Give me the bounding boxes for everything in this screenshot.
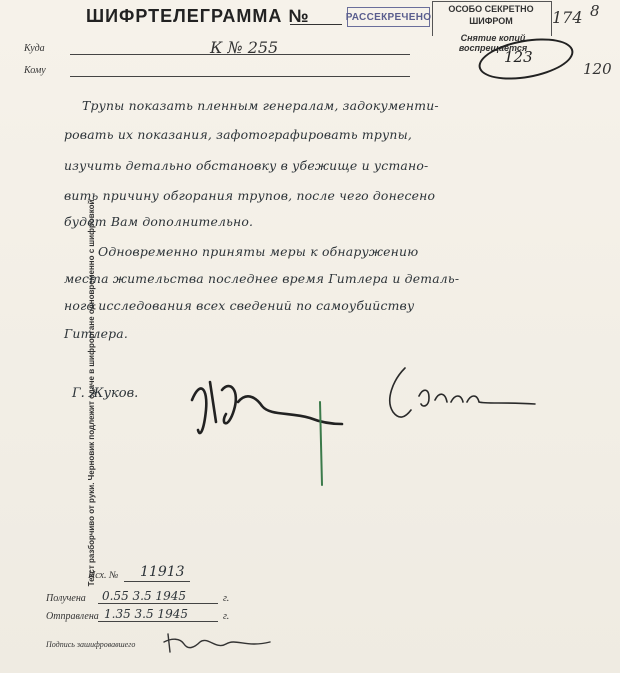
form-title: ШИФРТЕЛЕГРАММА № bbox=[86, 6, 310, 26]
declassified-stamp: РАССЕКРЕЧЕНО bbox=[347, 7, 430, 27]
body-line: места жительства последнее время Гитлера и деталь- bbox=[64, 271, 460, 286]
body-line: вить причину обгорания трупов, после чего донесено bbox=[64, 188, 436, 203]
received-label: Получена bbox=[46, 593, 86, 604]
isx-label: Исх. № bbox=[88, 570, 119, 581]
telegram-number-line bbox=[290, 24, 342, 25]
to-value: К № 255 bbox=[210, 38, 279, 57]
body-line: ровать их показания, зафотографировать трупы, bbox=[64, 127, 412, 142]
sent-year-suffix: г. bbox=[223, 611, 230, 622]
signer-name: Г. Жуков. bbox=[72, 386, 139, 401]
encoder-signature-label: Подпись зашифровавшего bbox=[46, 640, 136, 649]
isx-rule bbox=[124, 581, 190, 582]
whom-rule bbox=[70, 76, 410, 77]
reference-number: 123 bbox=[504, 48, 533, 66]
zhukov-signature bbox=[170, 360, 370, 495]
body-line: будет Вам дополнительно. bbox=[64, 214, 254, 229]
sent-rule bbox=[98, 621, 218, 622]
corner-note-b: 120 bbox=[583, 60, 612, 78]
corner-note-c: 8 bbox=[590, 2, 600, 20]
received-value: 0.55 3.5 1945 bbox=[102, 589, 186, 603]
secrecy-level: ОСОБО СЕКРЕТНО bbox=[448, 4, 534, 14]
sent-value: 1.35 3.5 1945 bbox=[104, 607, 188, 621]
received-rule bbox=[98, 603, 218, 604]
whom-label: Кому bbox=[24, 65, 46, 76]
body-line: Гитлера. bbox=[64, 326, 129, 341]
encoder-signature bbox=[160, 628, 280, 658]
body-line: Одновременно приняты меры к обнаружению bbox=[98, 244, 419, 259]
no-copy-note: Снятие копий воспрещается bbox=[458, 33, 528, 53]
body-line: Трупы показать пленным генералам, задокументи- bbox=[82, 98, 439, 113]
second-signature bbox=[375, 360, 545, 430]
isx-value: 11913 bbox=[140, 564, 185, 580]
corner-note-a: 174 bbox=[552, 8, 583, 27]
to-label: Куда bbox=[24, 43, 45, 54]
side-instruction: Текст разборчиво от руки. Черновик подлежит сдаче в шифроргане одновременно с шифровкой bbox=[87, 199, 96, 587]
body-line: ного исследования всех сведений по самоубийству bbox=[64, 298, 415, 313]
body-line: изучить детально обстановку в убежище и устано- bbox=[64, 158, 429, 173]
sent-label: Отправлена bbox=[46, 611, 99, 622]
received-year-suffix: г. bbox=[223, 593, 230, 604]
cipher-mark: ШИФРОМ bbox=[469, 16, 513, 26]
